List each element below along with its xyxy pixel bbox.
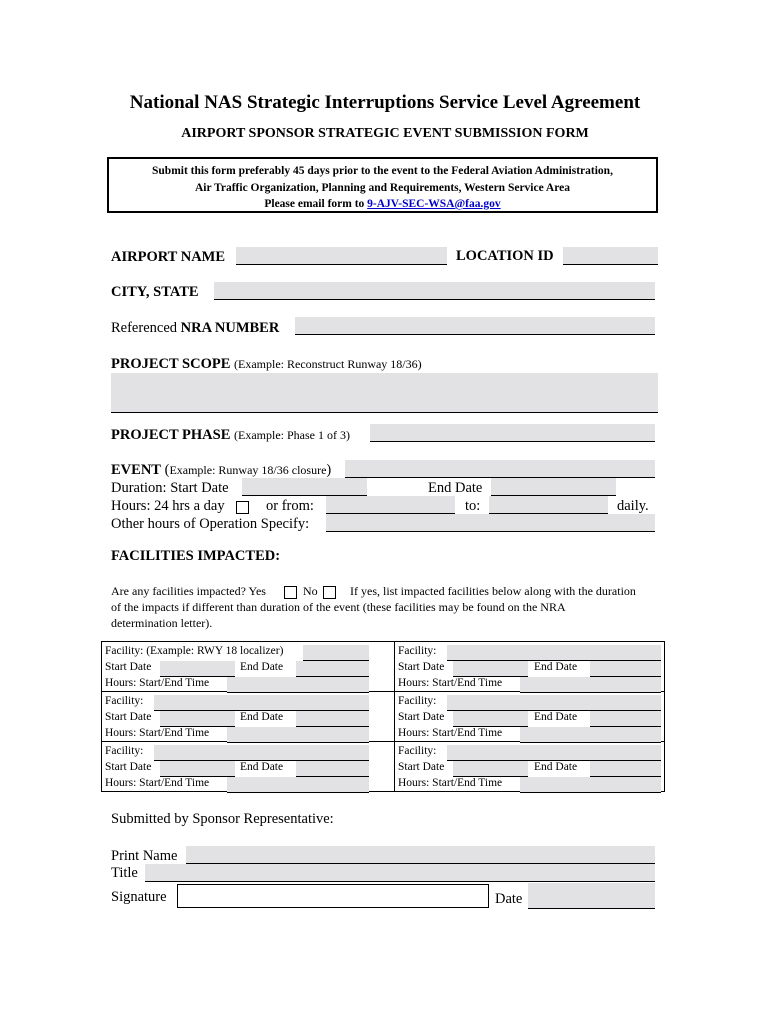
facility-6-start-input[interactable] <box>453 761 528 777</box>
signature-box[interactable] <box>177 884 489 908</box>
facility-2-start-input[interactable] <box>453 661 528 677</box>
facilities-question-line-2: of the impacts if different than duration of the event (these facilities may be found on the NRA <box>111 600 566 614</box>
facility-2-end-label: End Date <box>534 661 578 673</box>
facility-6-end-label: End Date <box>534 761 578 773</box>
facilities-question-line-1: If yes, list impacted facilities below along with the duration <box>350 584 636 598</box>
project-phase-label <box>111 427 350 444</box>
facility-1-end-input[interactable] <box>296 661 369 677</box>
event-paren-close: ) <box>326 462 332 478</box>
facility-4-end-label: End Date <box>534 711 578 723</box>
facility-4-end-input[interactable] <box>590 711 661 727</box>
facilities-question: Are any facilities impacted? Yes <box>111 584 266 598</box>
facility-1-input[interactable] <box>303 645 369 661</box>
facility-3-hours-label: Hours: Start/End Time <box>105 727 210 739</box>
facility-6-start-label: Start Date <box>398 761 445 773</box>
no-label: No <box>303 584 318 598</box>
facilities-heading: FACILITIES IMPACTED: <box>111 548 281 564</box>
submitted-by-label: Submitted by Sponsor Representative: <box>111 811 334 827</box>
facility-3-input[interactable] <box>154 695 369 711</box>
facility-2-start-label: Start Date <box>398 661 445 673</box>
nra-label-text: NRA NUMBER <box>180 320 280 336</box>
facility-2-input[interactable] <box>447 645 661 661</box>
facility-5-start-label: Start Date <box>105 761 152 773</box>
facility-1-start-input[interactable] <box>160 661 235 677</box>
airport-name-input[interactable] <box>236 247 447 265</box>
facility-2-end-input[interactable] <box>590 661 661 677</box>
project-scope-example: (Example: Reconstruct Runway 18/36) <box>234 357 422 371</box>
facility-3-label: Facility: <box>105 695 144 707</box>
notice-line-2: Air Traffic Organization, Planning and Requirements, Western Service Area <box>194 181 570 194</box>
facility-5-input[interactable] <box>154 745 369 761</box>
facility-4-label: Facility: <box>398 695 437 707</box>
nra-number-input[interactable] <box>295 317 655 335</box>
24hrs-checkbox[interactable] <box>236 501 249 514</box>
facility-1-hours-input[interactable] <box>227 677 369 693</box>
project-scope-label <box>111 356 422 373</box>
hours-from-input[interactable] <box>326 496 455 514</box>
event-example: Example: Runway 18/36 closure <box>169 463 327 477</box>
title-label: Title <box>111 865 138 881</box>
notice-line-3 <box>109 196 656 213</box>
no-checkbox[interactable] <box>323 586 336 599</box>
date-input[interactable] <box>528 883 655 909</box>
facility-6-end-input[interactable] <box>590 761 661 777</box>
project-scope-input[interactable] <box>111 373 658 413</box>
facility-3-start-label: Start Date <box>105 711 152 723</box>
signature-label: Signature <box>111 889 167 905</box>
hours-to-label: to: <box>465 498 481 514</box>
facility-2-hours-label: Hours: Start/End Time <box>398 677 503 689</box>
nra-number-label <box>111 320 279 337</box>
facility-4-hours-input[interactable] <box>520 727 661 743</box>
notice-line-1: Submit this form preferably 45 days prior to the event to the Federal Aviation Administration, <box>152 165 613 177</box>
facility-3-end-label: End Date <box>240 711 284 723</box>
facility-2-label: Facility: <box>398 645 437 657</box>
event-input[interactable] <box>345 460 655 478</box>
project-phase-example: (Example: Phase 1 of 3) <box>234 428 350 442</box>
facility-4-start-input[interactable] <box>453 711 528 727</box>
other-hours-input[interactable] <box>326 514 655 532</box>
form-subtitle: AIRPORT SPONSOR STRATEGIC EVENT SUBMISSION FORM <box>181 126 589 141</box>
facility-1-hours-label: Hours: Start/End Time <box>105 677 210 689</box>
event-paren-open: ( <box>160 462 170 478</box>
duration-start-date-input[interactable] <box>242 478 367 496</box>
facility-6-hours-input[interactable] <box>520 777 661 793</box>
facility-1-start-label: Start Date <box>105 661 152 673</box>
form-title: National NAS Strategic Interruptions Service Level Agreement <box>129 92 641 113</box>
hours-label <box>111 498 225 515</box>
location-id-label: LOCATION ID <box>456 248 554 264</box>
facility-5-hours-input[interactable] <box>227 777 369 793</box>
facility-5-end-input[interactable] <box>296 761 369 777</box>
city-state-input[interactable] <box>214 282 655 300</box>
facilities-question-line-3: determination letter). <box>111 616 213 630</box>
event-label <box>111 462 331 479</box>
duration-label <box>111 480 229 497</box>
hours-rest: : 24 hrs a day <box>146 498 225 514</box>
project-phase-input[interactable] <box>370 424 655 442</box>
yes-checkbox[interactable] <box>284 586 297 599</box>
facility-1-label: Facility: (Example: RWY 18 localizer) <box>105 645 284 657</box>
other-hours-label: Other hours of Operation Specify: <box>111 516 310 532</box>
project-scope-text: PROJECT SCOPE <box>111 356 231 372</box>
or-from-label: or from: <box>266 498 314 514</box>
facility-6-label: Facility: <box>398 745 437 757</box>
duration-end-date-label: End Date <box>428 480 483 496</box>
facility-3-end-input[interactable] <box>296 711 369 727</box>
facility-6-input[interactable] <box>447 745 661 761</box>
location-id-input[interactable] <box>563 247 658 265</box>
facility-3-hours-input[interactable] <box>227 727 369 743</box>
submission-notice <box>107 157 658 213</box>
facility-5-end-label: End Date <box>240 761 284 773</box>
hours-to-input[interactable] <box>489 496 608 514</box>
facility-3-start-input[interactable] <box>160 711 235 727</box>
facility-2-hours-input[interactable] <box>520 677 661 693</box>
facility-5-label: Facility: <box>105 745 144 757</box>
title-input[interactable] <box>145 864 655 882</box>
hours-text: Hours <box>111 498 147 514</box>
duration-rest: : Start Date <box>162 480 229 496</box>
facility-4-input[interactable] <box>447 695 661 711</box>
print-name-label: Print Name <box>111 848 178 864</box>
notice-email-prefix: Please email form to <box>264 198 368 210</box>
facility-5-hours-label: Hours: Start/End Time <box>105 777 210 789</box>
facilities-table-divider <box>394 641 395 792</box>
airport-name-label: AIRPORT NAME <box>111 249 226 265</box>
facility-5-start-input[interactable] <box>160 761 235 777</box>
nra-prefix: Referenced <box>111 320 181 336</box>
facility-6-hours-label: Hours: Start/End Time <box>398 777 503 789</box>
facility-1-end-label: End Date <box>240 661 284 673</box>
email-link[interactable]: 9-AJV-SEC-WSA@faa.gov <box>367 198 501 210</box>
date-label: Date <box>495 891 523 907</box>
city-state-label: CITY, STATE <box>111 284 199 300</box>
project-phase-text: PROJECT PHASE <box>111 427 231 443</box>
print-name-input[interactable] <box>186 846 655 864</box>
daily-label: daily. <box>617 498 649 514</box>
facility-4-start-label: Start Date <box>398 711 445 723</box>
facility-4-hours-label: Hours: Start/End Time <box>398 727 503 739</box>
duration-end-date-input[interactable] <box>491 478 616 496</box>
duration-text: Duration <box>111 480 163 496</box>
event-text: EVENT <box>111 462 161 478</box>
